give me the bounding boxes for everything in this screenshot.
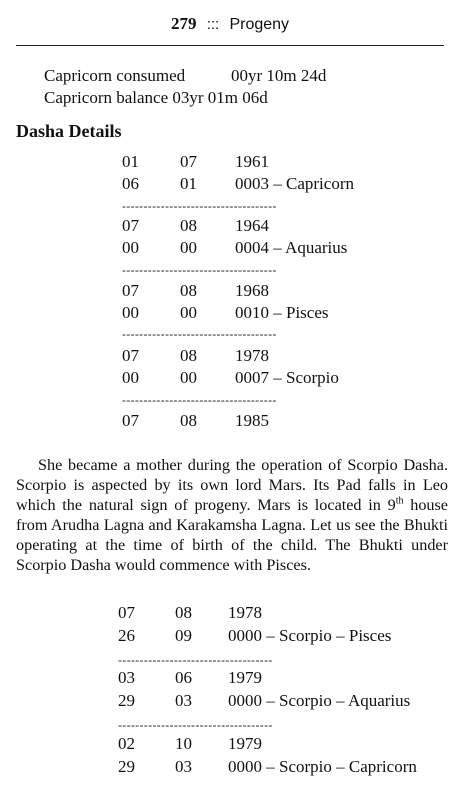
dasha-cell: 00: [180, 303, 197, 322]
dasha-cell: 0004 – Aquarius: [235, 238, 348, 257]
divider: ------------------------------------: [118, 653, 273, 667]
dasha-cell: 00: [180, 368, 197, 387]
bhukti-cell: 09: [175, 626, 192, 645]
divider: ------------------------------------: [122, 263, 277, 277]
capricorn-consumed-value: 00yr 10m 24d: [231, 66, 327, 85]
dasha-cell: 07: [122, 216, 139, 235]
dasha-cell: 08: [180, 216, 197, 235]
bhukti-cell: 03: [118, 668, 135, 687]
dasha-cell: 07: [180, 152, 197, 171]
bhukti-cell: 03: [175, 691, 192, 710]
dasha-cell: 00: [122, 303, 139, 322]
paragraph-text: house from Arudha Lagna and Karakamsha Lagna. Let us see the Bhukti operating at the time of birth of the child. The Bhukti under Scorpio Dasha would commence with Pisces.: [16, 496, 448, 574]
chapter-title: Progeny: [229, 16, 290, 33]
bhukti-cell: 29: [118, 757, 135, 776]
dasha-cell: 06: [122, 174, 139, 193]
header-rule: [16, 45, 444, 46]
divider: ------------------------------------: [122, 393, 277, 407]
bhukti-cell: 10: [175, 734, 192, 753]
bhukti-cell: 08: [175, 603, 192, 622]
divider: ------------------------------------: [118, 718, 273, 732]
bhukti-cell: 07: [118, 603, 135, 622]
bhukti-cell: 1979: [228, 668, 262, 687]
bhukti-cell: 02: [118, 734, 135, 753]
bhukti-cell: 26: [118, 626, 135, 645]
dasha-cell: 1985: [235, 411, 269, 430]
dasha-cell: 01: [122, 152, 139, 171]
capricorn-balance-line: Capricorn balance 03yr 01m 06d: [44, 88, 268, 107]
dasha-cell: 0007 – Scorpio: [235, 368, 339, 387]
bhukti-cell: 0000 – Scorpio – Aquarius: [228, 691, 411, 710]
dasha-cell: 1968: [235, 281, 269, 300]
dasha-cell: 00: [122, 238, 139, 257]
dasha-cell: 0003 – Capricorn: [235, 174, 354, 193]
dasha-cell: 07: [122, 346, 139, 365]
ordinal-superscript: th: [395, 495, 404, 507]
dasha-cell: 07: [122, 281, 139, 300]
dasha-cell: 00: [180, 238, 197, 257]
dasha-details-heading: Dasha Details: [16, 121, 122, 141]
dasha-cell: 08: [180, 281, 197, 300]
running-header: [0, 14, 460, 35]
dasha-cell: 1964: [235, 216, 269, 235]
dasha-cell: 08: [180, 346, 197, 365]
dasha-cell: 1961: [235, 152, 269, 171]
dasha-cell: 07: [122, 411, 139, 430]
divider: ------------------------------------: [122, 327, 277, 341]
dasha-cell: 00: [122, 368, 139, 387]
body-paragraph: [16, 455, 448, 575]
bhukti-cell: 0000 – Scorpio – Pisces: [228, 626, 392, 645]
bhukti-cell: 1979: [228, 734, 262, 753]
capricorn-consumed-label: Capricorn consumed: [44, 66, 186, 85]
dasha-cell: 0010 – Pisces: [235, 303, 329, 322]
bhukti-cell: 0000 – Scorpio – Capricorn: [228, 757, 417, 776]
page-number: 279: [170, 14, 197, 33]
divider: ------------------------------------: [122, 199, 277, 213]
bhukti-cell: 06: [175, 668, 192, 687]
dasha-cell: 01: [180, 174, 197, 193]
bhukti-cell: 29: [118, 691, 135, 710]
dasha-cell: 08: [180, 411, 197, 430]
dasha-cell: 1978: [235, 346, 269, 365]
paragraph-text: She became a mother during the operation of Scorpio Dasha. Scorpio is aspected by its own lord Mars. Its Pad falls in Leo which the natural sign of progeny. Mars is located in 9: [16, 456, 448, 514]
bhukti-cell: 03: [175, 757, 192, 776]
bhukti-cell: 1978: [228, 603, 262, 622]
header-separator: :::: [206, 16, 220, 33]
